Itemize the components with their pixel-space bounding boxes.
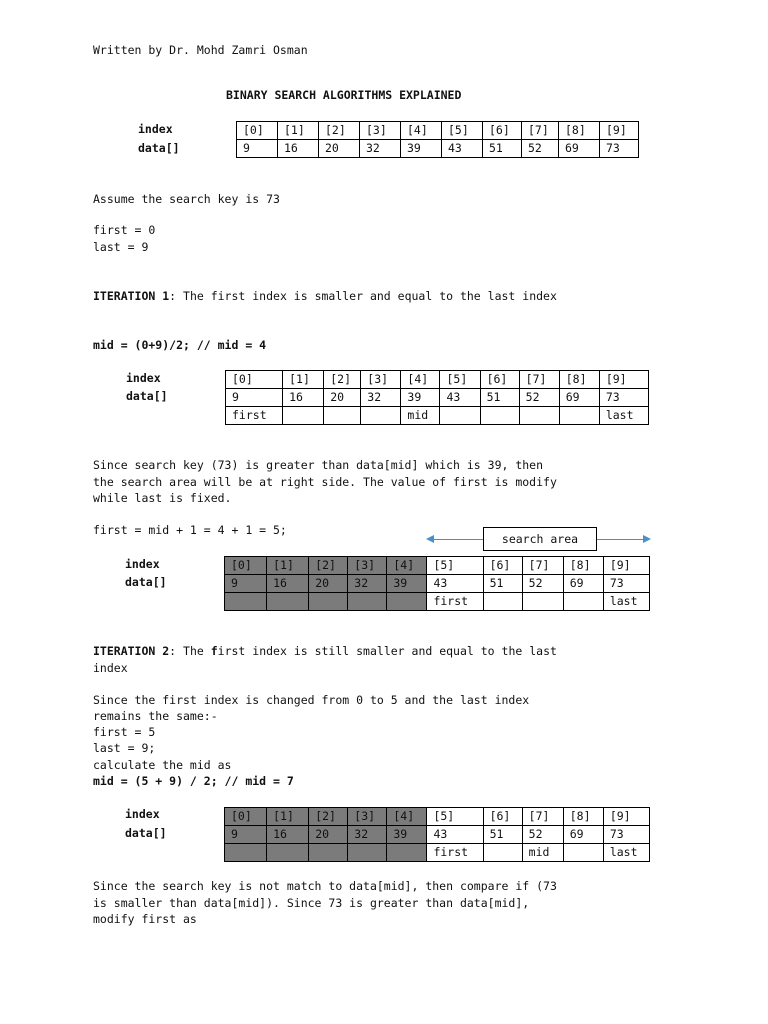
- index-cell-9: [9]: [603, 557, 649, 575]
- index-cell-6: [6]: [483, 122, 522, 140]
- array-table-iteration-1: [225, 370, 649, 425]
- data-cell-3: 32: [348, 575, 387, 593]
- data-cell-9: 73: [599, 389, 648, 407]
- index-row: [225, 808, 650, 826]
- marker-cell-6: [483, 844, 522, 862]
- marker-cell-8: [559, 407, 599, 425]
- data-row: [237, 140, 639, 158]
- marker-cell-0: first: [226, 407, 283, 425]
- marker-cell-4: [387, 593, 427, 611]
- explanation-2-line-5: calculate the mid as: [93, 758, 232, 772]
- marker-cell-1: [283, 407, 324, 425]
- index-row-label: index: [125, 807, 160, 821]
- data-cell-3: 32: [360, 140, 401, 158]
- data-cell-2: 20: [324, 389, 361, 407]
- marker-cell-0: [225, 844, 267, 862]
- index-cell-0: [0]: [225, 808, 267, 826]
- iteration-2-text: : The: [169, 644, 211, 658]
- marker-cell-6: [483, 593, 522, 611]
- index-row: [226, 371, 649, 389]
- data-row-label: data[]: [126, 389, 168, 403]
- index-cell-6: [6]: [483, 557, 522, 575]
- data-cell-1: 16: [283, 389, 324, 407]
- marker-cell-4: mid: [401, 407, 440, 425]
- marker-row: [225, 844, 650, 862]
- array-table-iteration-2: [224, 807, 650, 862]
- marker-cell-8: [563, 844, 603, 862]
- index-cell-8: [8]: [563, 808, 603, 826]
- arrow-right-icon: [643, 535, 651, 543]
- index-cell-3: [3]: [348, 557, 387, 575]
- index-cell-0: [0]: [237, 122, 278, 140]
- explanation-1-line-1: Since search key (73) is greater than data[mid] which is 39, then: [93, 458, 544, 472]
- data-cell-2: 20: [319, 140, 360, 158]
- marker-cell-8: [563, 593, 603, 611]
- iteration-1-label: ITERATION 1: [93, 289, 170, 303]
- index-cell-9: [9]: [603, 808, 649, 826]
- explanation-3-line-1: Since the search key is not match to data[mid], then compare if (73: [93, 879, 557, 893]
- index-cell-2: [2]: [309, 557, 348, 575]
- marker-cell-1: [267, 593, 309, 611]
- index-cell-8: [8]: [559, 371, 599, 389]
- iteration-2-text-cont: index: [93, 661, 128, 675]
- arrow-left-icon: [426, 535, 434, 543]
- mid-calc-1: mid = (0+9)/2; // mid = 4: [93, 338, 267, 352]
- iteration-2-label: ITERATION 2: [93, 644, 170, 658]
- array-table-after-update: [224, 556, 650, 611]
- explanation-3-line-2: is smaller than data[mid]). Since 73 is greater than data[mid],: [93, 896, 530, 910]
- index-cell-0: [0]: [225, 557, 267, 575]
- data-cell-0: 9: [237, 140, 278, 158]
- index-cell-5: [5]: [427, 557, 483, 575]
- index-row-label: index: [138, 122, 173, 136]
- assume-text: Assume the search key is 73: [93, 192, 280, 206]
- data-cell-8: 69: [559, 140, 600, 158]
- search-area-label: search area: [483, 527, 597, 551]
- array-table-initial: [236, 121, 639, 158]
- explanation-1-line-3: while last is fixed.: [93, 491, 232, 505]
- iteration-2-text: irst index is still smaller and equal to the last: [217, 644, 557, 658]
- data-cell-6: 51: [483, 575, 522, 593]
- index-cell-6: [6]: [480, 371, 519, 389]
- index-row-label: index: [126, 371, 161, 385]
- marker-cell-2: [309, 844, 348, 862]
- explanation-2-line-3: first = 5: [93, 725, 156, 739]
- index-cell-3: [3]: [361, 371, 401, 389]
- index-cell-4: [4]: [401, 371, 440, 389]
- data-cell-6: 51: [483, 826, 522, 844]
- iteration-2-text: f: [210, 644, 218, 658]
- last-init: last = 9: [93, 240, 149, 254]
- index-cell-0: [0]: [226, 371, 283, 389]
- data-row-label: data[]: [125, 826, 167, 840]
- index-cell-2: [2]: [309, 808, 348, 826]
- data-cell-8: 69: [563, 575, 603, 593]
- data-cell-4: 39: [387, 575, 427, 593]
- marker-cell-1: [267, 844, 309, 862]
- index-cell-3: [3]: [360, 122, 401, 140]
- marker-row: [225, 593, 650, 611]
- data-cell-1: 16: [267, 575, 309, 593]
- data-cell-7: 52: [522, 575, 563, 593]
- page-title: BINARY SEARCH ALGORITHMS EXPLAINED: [226, 88, 462, 102]
- marker-cell-3: [348, 844, 387, 862]
- index-cell-2: [2]: [324, 371, 361, 389]
- index-cell-4: [4]: [401, 122, 442, 140]
- marker-cell-6: [480, 407, 519, 425]
- explanation-2-line-4: last = 9;: [93, 741, 156, 755]
- data-cell-0: 9: [226, 389, 283, 407]
- index-cell-9: [9]: [599, 371, 648, 389]
- index-cell-7: [7]: [519, 371, 559, 389]
- data-cell-4: 39: [401, 140, 442, 158]
- marker-cell-9: last: [599, 407, 648, 425]
- index-cell-1: [1]: [278, 122, 319, 140]
- marker-cell-3: [348, 593, 387, 611]
- marker-cell-5: first: [427, 593, 483, 611]
- index-cell-3: [3]: [348, 808, 387, 826]
- marker-cell-0: [225, 593, 267, 611]
- index-cell-6: [6]: [483, 808, 522, 826]
- marker-cell-7: [519, 407, 559, 425]
- data-cell-5: 43: [427, 575, 483, 593]
- marker-cell-3: [361, 407, 401, 425]
- data-cell-1: 16: [278, 140, 319, 158]
- index-row-label: index: [125, 557, 160, 571]
- marker-cell-2: [309, 593, 348, 611]
- data-cell-0: 9: [225, 826, 267, 844]
- index-cell-1: [1]: [283, 371, 324, 389]
- index-cell-5: [5]: [427, 808, 483, 826]
- index-cell-5: [5]: [442, 122, 483, 140]
- index-cell-1: [1]: [267, 808, 309, 826]
- data-cell-1: 16: [267, 826, 309, 844]
- data-cell-7: 52: [519, 389, 559, 407]
- data-cell-9: 73: [603, 575, 649, 593]
- data-cell-5: 43: [427, 826, 483, 844]
- marker-cell-9: last: [603, 593, 649, 611]
- data-cell-3: 32: [348, 826, 387, 844]
- data-cell-4: 39: [401, 389, 440, 407]
- data-cell-2: 20: [309, 826, 348, 844]
- marker-row: [226, 407, 649, 425]
- explanation-2-line-1: Since the first index is changed from 0 to 5 and the last index: [93, 693, 530, 707]
- iteration-1-line: [93, 288, 557, 304]
- marker-cell-4: [387, 844, 427, 862]
- marker-cell-5: first: [427, 844, 483, 862]
- marker-cell-9: last: [603, 844, 649, 862]
- index-cell-8: [8]: [563, 557, 603, 575]
- explanation-3-line-3: modify first as: [93, 912, 197, 926]
- first-init: first = 0: [93, 223, 156, 237]
- data-cell-3: 32: [361, 389, 401, 407]
- index-cell-1: [1]: [267, 557, 309, 575]
- data-row: [225, 826, 650, 844]
- index-cell-2: [2]: [319, 122, 360, 140]
- data-cell-6: 51: [480, 389, 519, 407]
- data-cell-6: 51: [483, 140, 522, 158]
- index-cell-4: [4]: [387, 808, 427, 826]
- data-row-label: data[]: [138, 141, 180, 155]
- data-row-label: data[]: [125, 575, 167, 589]
- marker-cell-5: [440, 407, 480, 425]
- marker-cell-7: mid: [522, 844, 563, 862]
- explanation-2-line-2: remains the same:-: [93, 709, 218, 723]
- data-cell-8: 69: [563, 826, 603, 844]
- marker-cell-2: [324, 407, 361, 425]
- data-cell-9: 73: [600, 140, 639, 158]
- data-cell-8: 69: [559, 389, 599, 407]
- data-cell-7: 52: [522, 140, 559, 158]
- index-cell-5: [5]: [440, 371, 480, 389]
- index-cell-4: [4]: [387, 557, 427, 575]
- data-cell-7: 52: [522, 826, 563, 844]
- mid-calc-2: mid = (5 + 9) / 2; // mid = 7: [93, 774, 294, 788]
- index-cell-7: [7]: [522, 122, 559, 140]
- data-row: [226, 389, 649, 407]
- index-cell-7: [7]: [522, 808, 563, 826]
- first-update: first = mid + 1 = 4 + 1 = 5;: [93, 523, 287, 537]
- index-row: [237, 122, 639, 140]
- data-cell-9: 73: [603, 826, 649, 844]
- data-cell-2: 20: [309, 575, 348, 593]
- author-line: Written by Dr. Mohd Zamri Osman: [93, 43, 308, 57]
- index-cell-7: [7]: [522, 557, 563, 575]
- data-row: [225, 575, 650, 593]
- index-row: [225, 557, 650, 575]
- data-cell-5: 43: [440, 389, 480, 407]
- iteration-1-text: : The first index is smaller and equal to the last index: [169, 289, 557, 303]
- index-cell-9: [9]: [600, 122, 639, 140]
- marker-cell-7: [522, 593, 563, 611]
- data-cell-5: 43: [442, 140, 483, 158]
- data-cell-0: 9: [225, 575, 267, 593]
- data-cell-4: 39: [387, 826, 427, 844]
- explanation-1-line-2: the search area will be at right side. The value of first is modify: [93, 475, 557, 489]
- index-cell-8: [8]: [559, 122, 600, 140]
- iteration-2-line: [93, 643, 557, 659]
